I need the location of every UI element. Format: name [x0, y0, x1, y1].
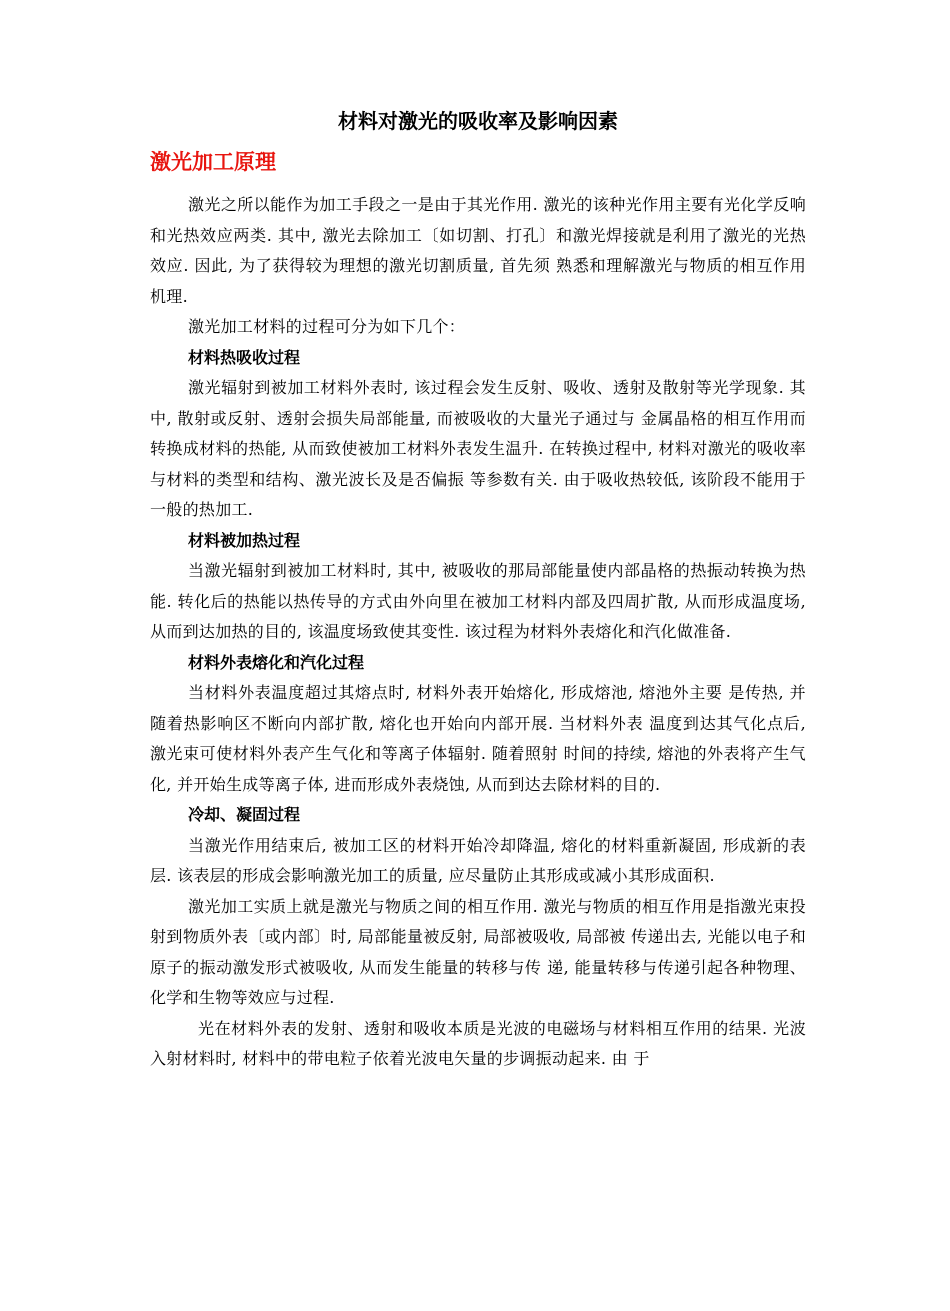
intro-paragraph-1: 激光之所以能作为加工手段之一是由于其光作用. 激光的该种光作用主要有光化学反响和光热效应两类. 其中, 激光去除加工〔如切割、打孔〕和激光焊接就是利用了激光的光热效应. 因此, 为了获得较为理想的激光切割质量, 首先须 熟悉和理解激光与物质的相互作用机理.	[150, 195, 806, 306]
stage-4-paragraph: 当激光作用结束后, 被加工区的材料开始冷却降温, 熔化的材料重新凝固, 形成新的表层. 该表层的形成会影响激光加工的质量, 应尽量防止其形成或减小其形成面积.	[150, 835, 806, 885]
section-heading: 激光加工原理	[150, 149, 276, 174]
stage-2-paragraph: 当激光辐射到被加工材料时, 其中, 被吸收的那局部能量使内部晶格的热振动转换为热能. 转化后的热能以热传导的方式由外向里在被加工材料内部及四周扩散, 从而形成温度场, 从而到达加热的目的, 该温度场致使其变性. 该过程为材料外表熔化和汽化做准备.	[150, 561, 806, 641]
document-title: 材料对激光的吸收率及影响因素	[338, 109, 618, 133]
stage-1-heading: 材料热吸收过程	[188, 347, 301, 367]
stage-2-heading: 材料被加热过程	[188, 530, 301, 550]
summary-paragraph: 激光加工实质上就是激光与物质之间的相互作用. 激光与物质的相互作用是指激光束投射到物质外表〔或内部〕时, 局部能量被反射, 局部被吸收, 局部被 传递出去, 光能以电子和原子的振动激发形式被吸收, 从而发生能量的转移与传 递, 能量转移与传递引起各种物理、化学和生物等效应与过程.	[150, 896, 806, 1007]
intro-paragraph-2: 激光加工材料的过程可分为如下几个：	[188, 317, 466, 336]
document-page	[150, 104, 806, 1075]
final-paragraph: 光在材料外表的发射、透射和吸收本质是光波的电磁场与材料相互作用的结果. 光波入射材料时, 材料中的带电粒子依着光波电矢量的步调振动起来. 由 于	[150, 1018, 806, 1068]
stage-1-paragraph: 激光辐射到被加工材料外表时, 该过程会发生反射、吸收、透射及散射等光学现象. 其中, 散射或反射、透射会损失局部能量, 而被吸收的大量光子通过与 金属晶格的相互作用而转换成材料的热能, 从而致使被加工材料外表发生温升. 在转换过程中, 材料对激光的吸收率与材料的类型和结构、激光波长及是否偏振 等参数有关. 由于吸收热较低, 该阶段不能用于一般的热加工.	[150, 378, 806, 519]
stage-3-heading: 材料外表熔化和汽化过程	[188, 652, 365, 672]
stage-4-heading: 冷却、凝固过程	[188, 805, 301, 824]
stage-3-paragraph: 当材料外表温度超过其熔点时, 材料外表开始熔化, 形成熔池, 熔池外主要 是传热, 并随着热影响区不断向内部扩散, 熔化也开始向内部开展. 当材料外表 温度到达其气化点后, 激光束可使材料外表产生气化和等离子体辐射. 随着照射 时间的持续, 熔池的外表将产生气化, 并开始生成等离子体, 进而形成外表烧蚀, 从而到达去除材料的目的.	[150, 683, 806, 794]
